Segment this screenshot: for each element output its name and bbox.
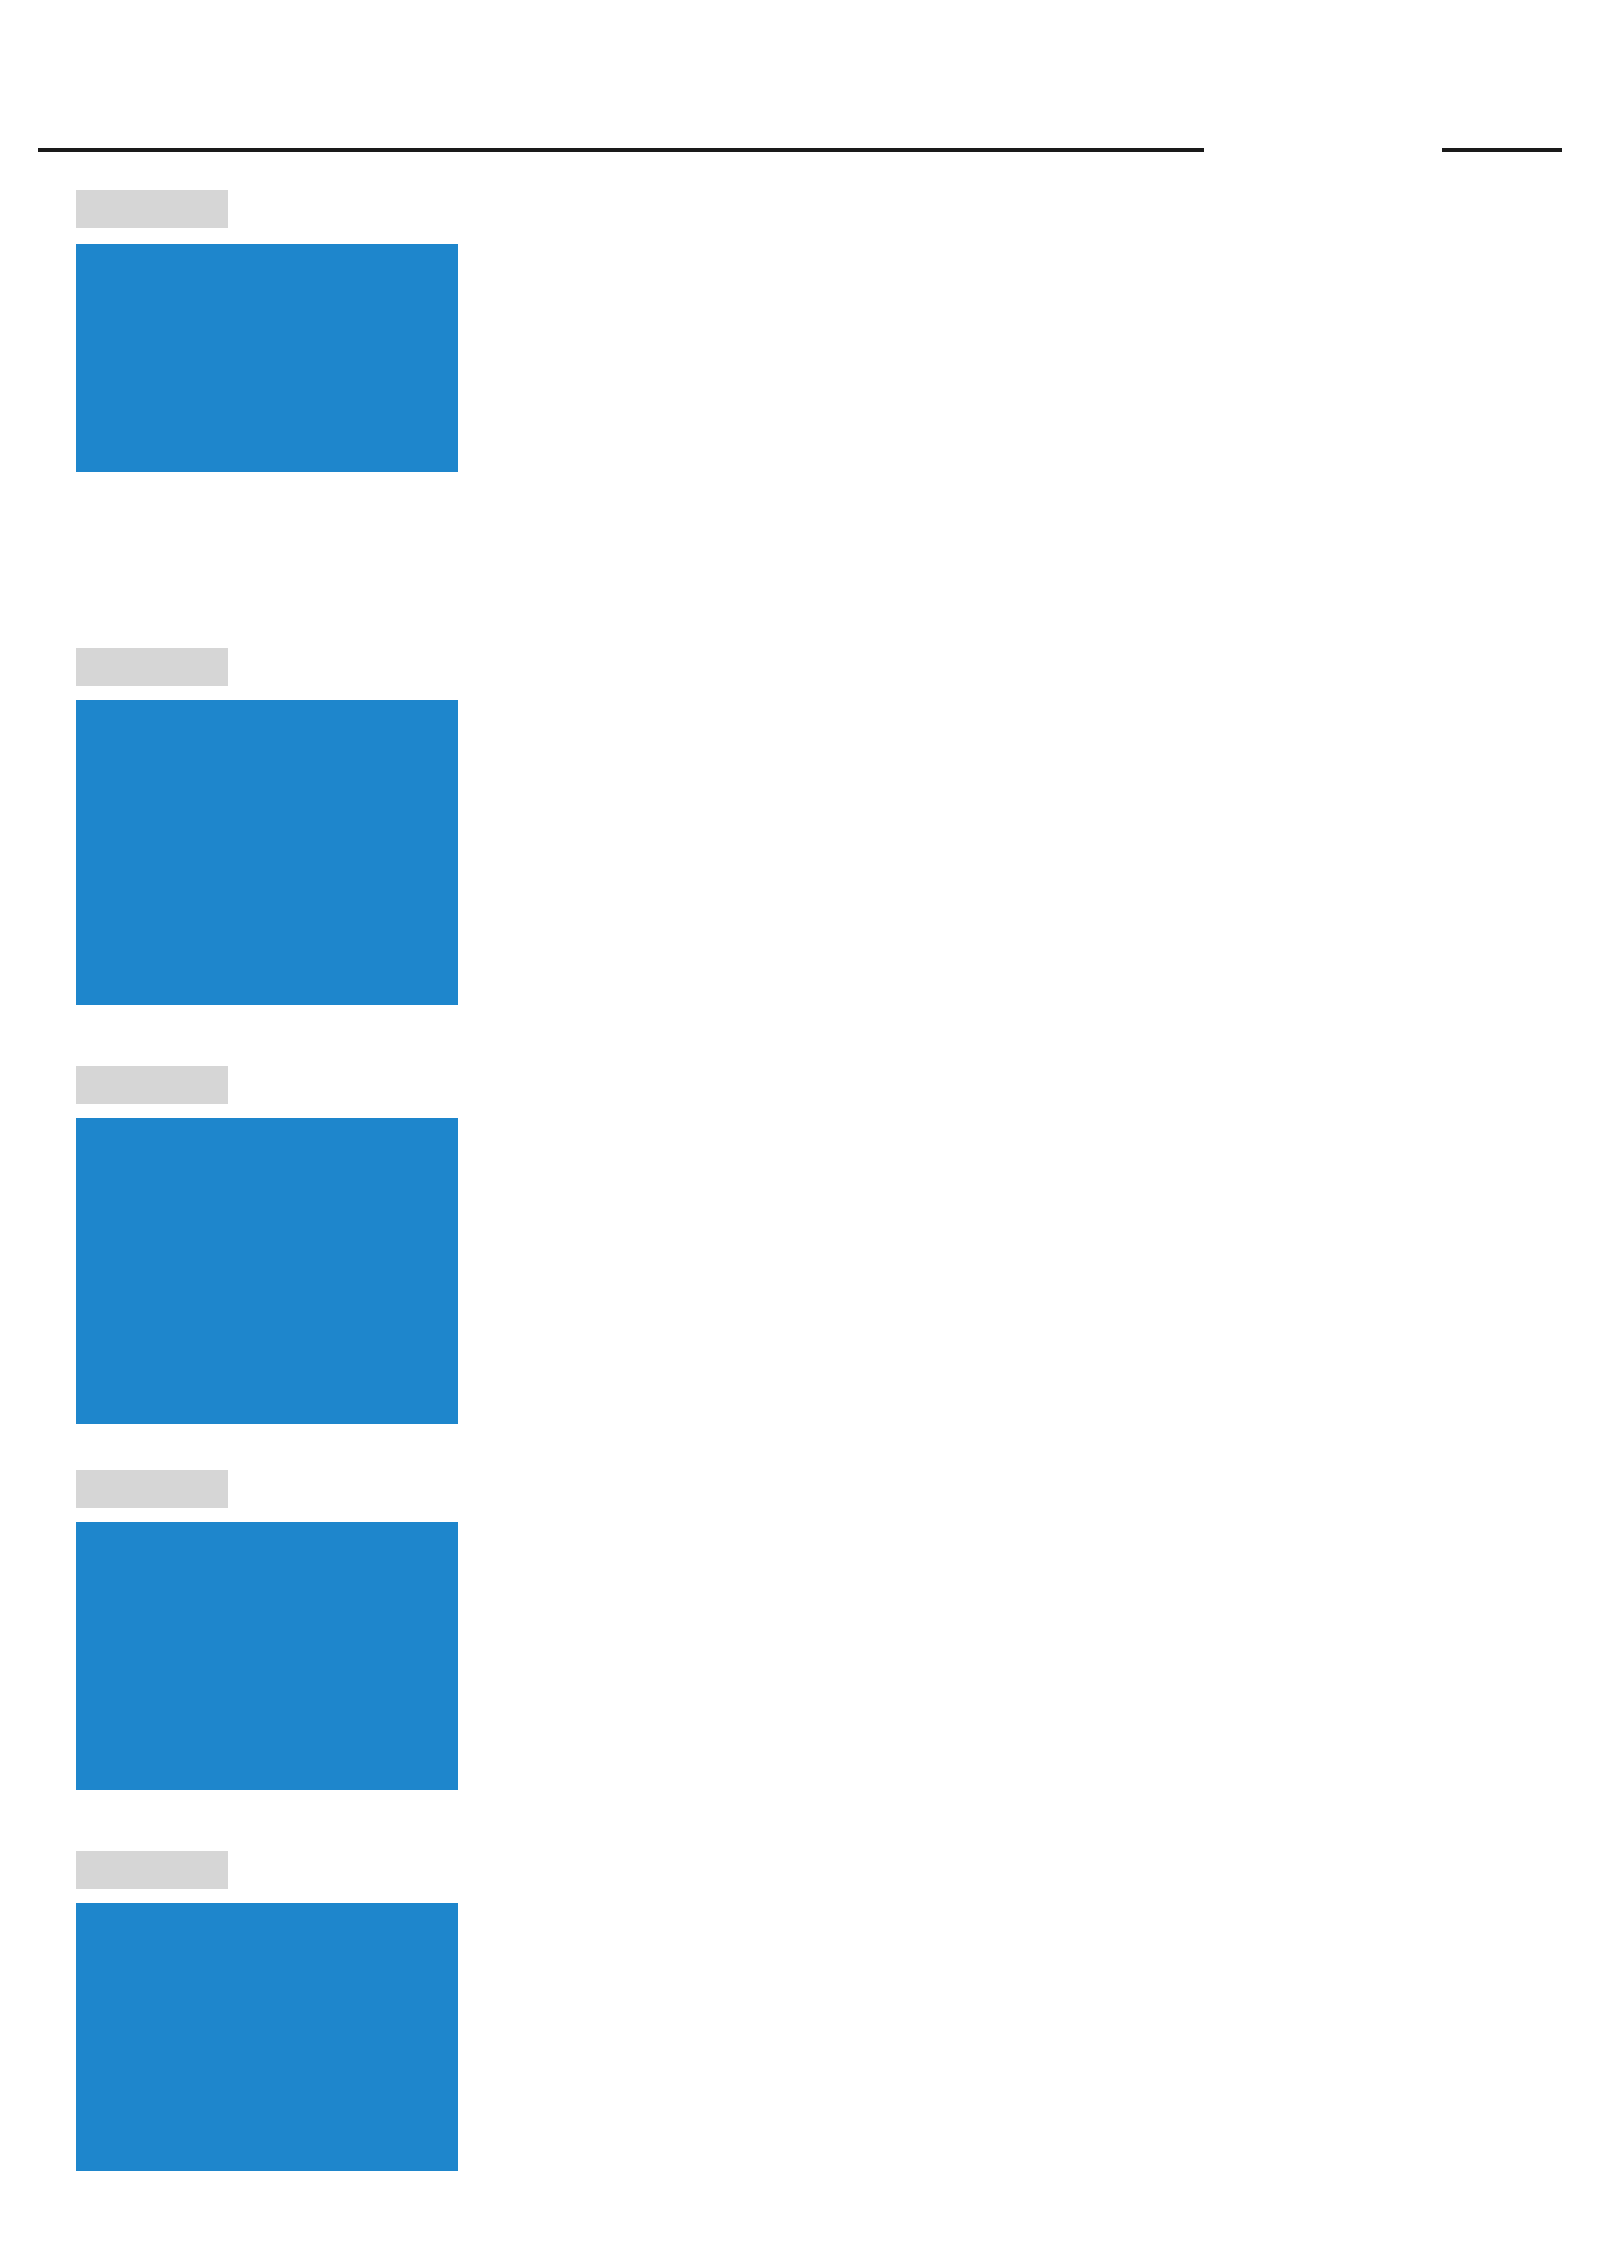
product-code <box>76 1851 228 1889</box>
product-code <box>76 1470 228 1508</box>
product-photo <box>76 1903 458 2171</box>
product-code <box>76 190 228 228</box>
header-rule-right <box>1442 148 1562 152</box>
footer-color-band <box>0 2216 1600 2263</box>
product-photo <box>76 244 458 472</box>
product-code <box>76 648 228 686</box>
product-code <box>76 1066 228 1104</box>
product-photo <box>76 1118 458 1424</box>
header-rule-left <box>38 148 1204 152</box>
product-photo <box>76 1522 458 1790</box>
product-photo <box>76 700 458 1005</box>
